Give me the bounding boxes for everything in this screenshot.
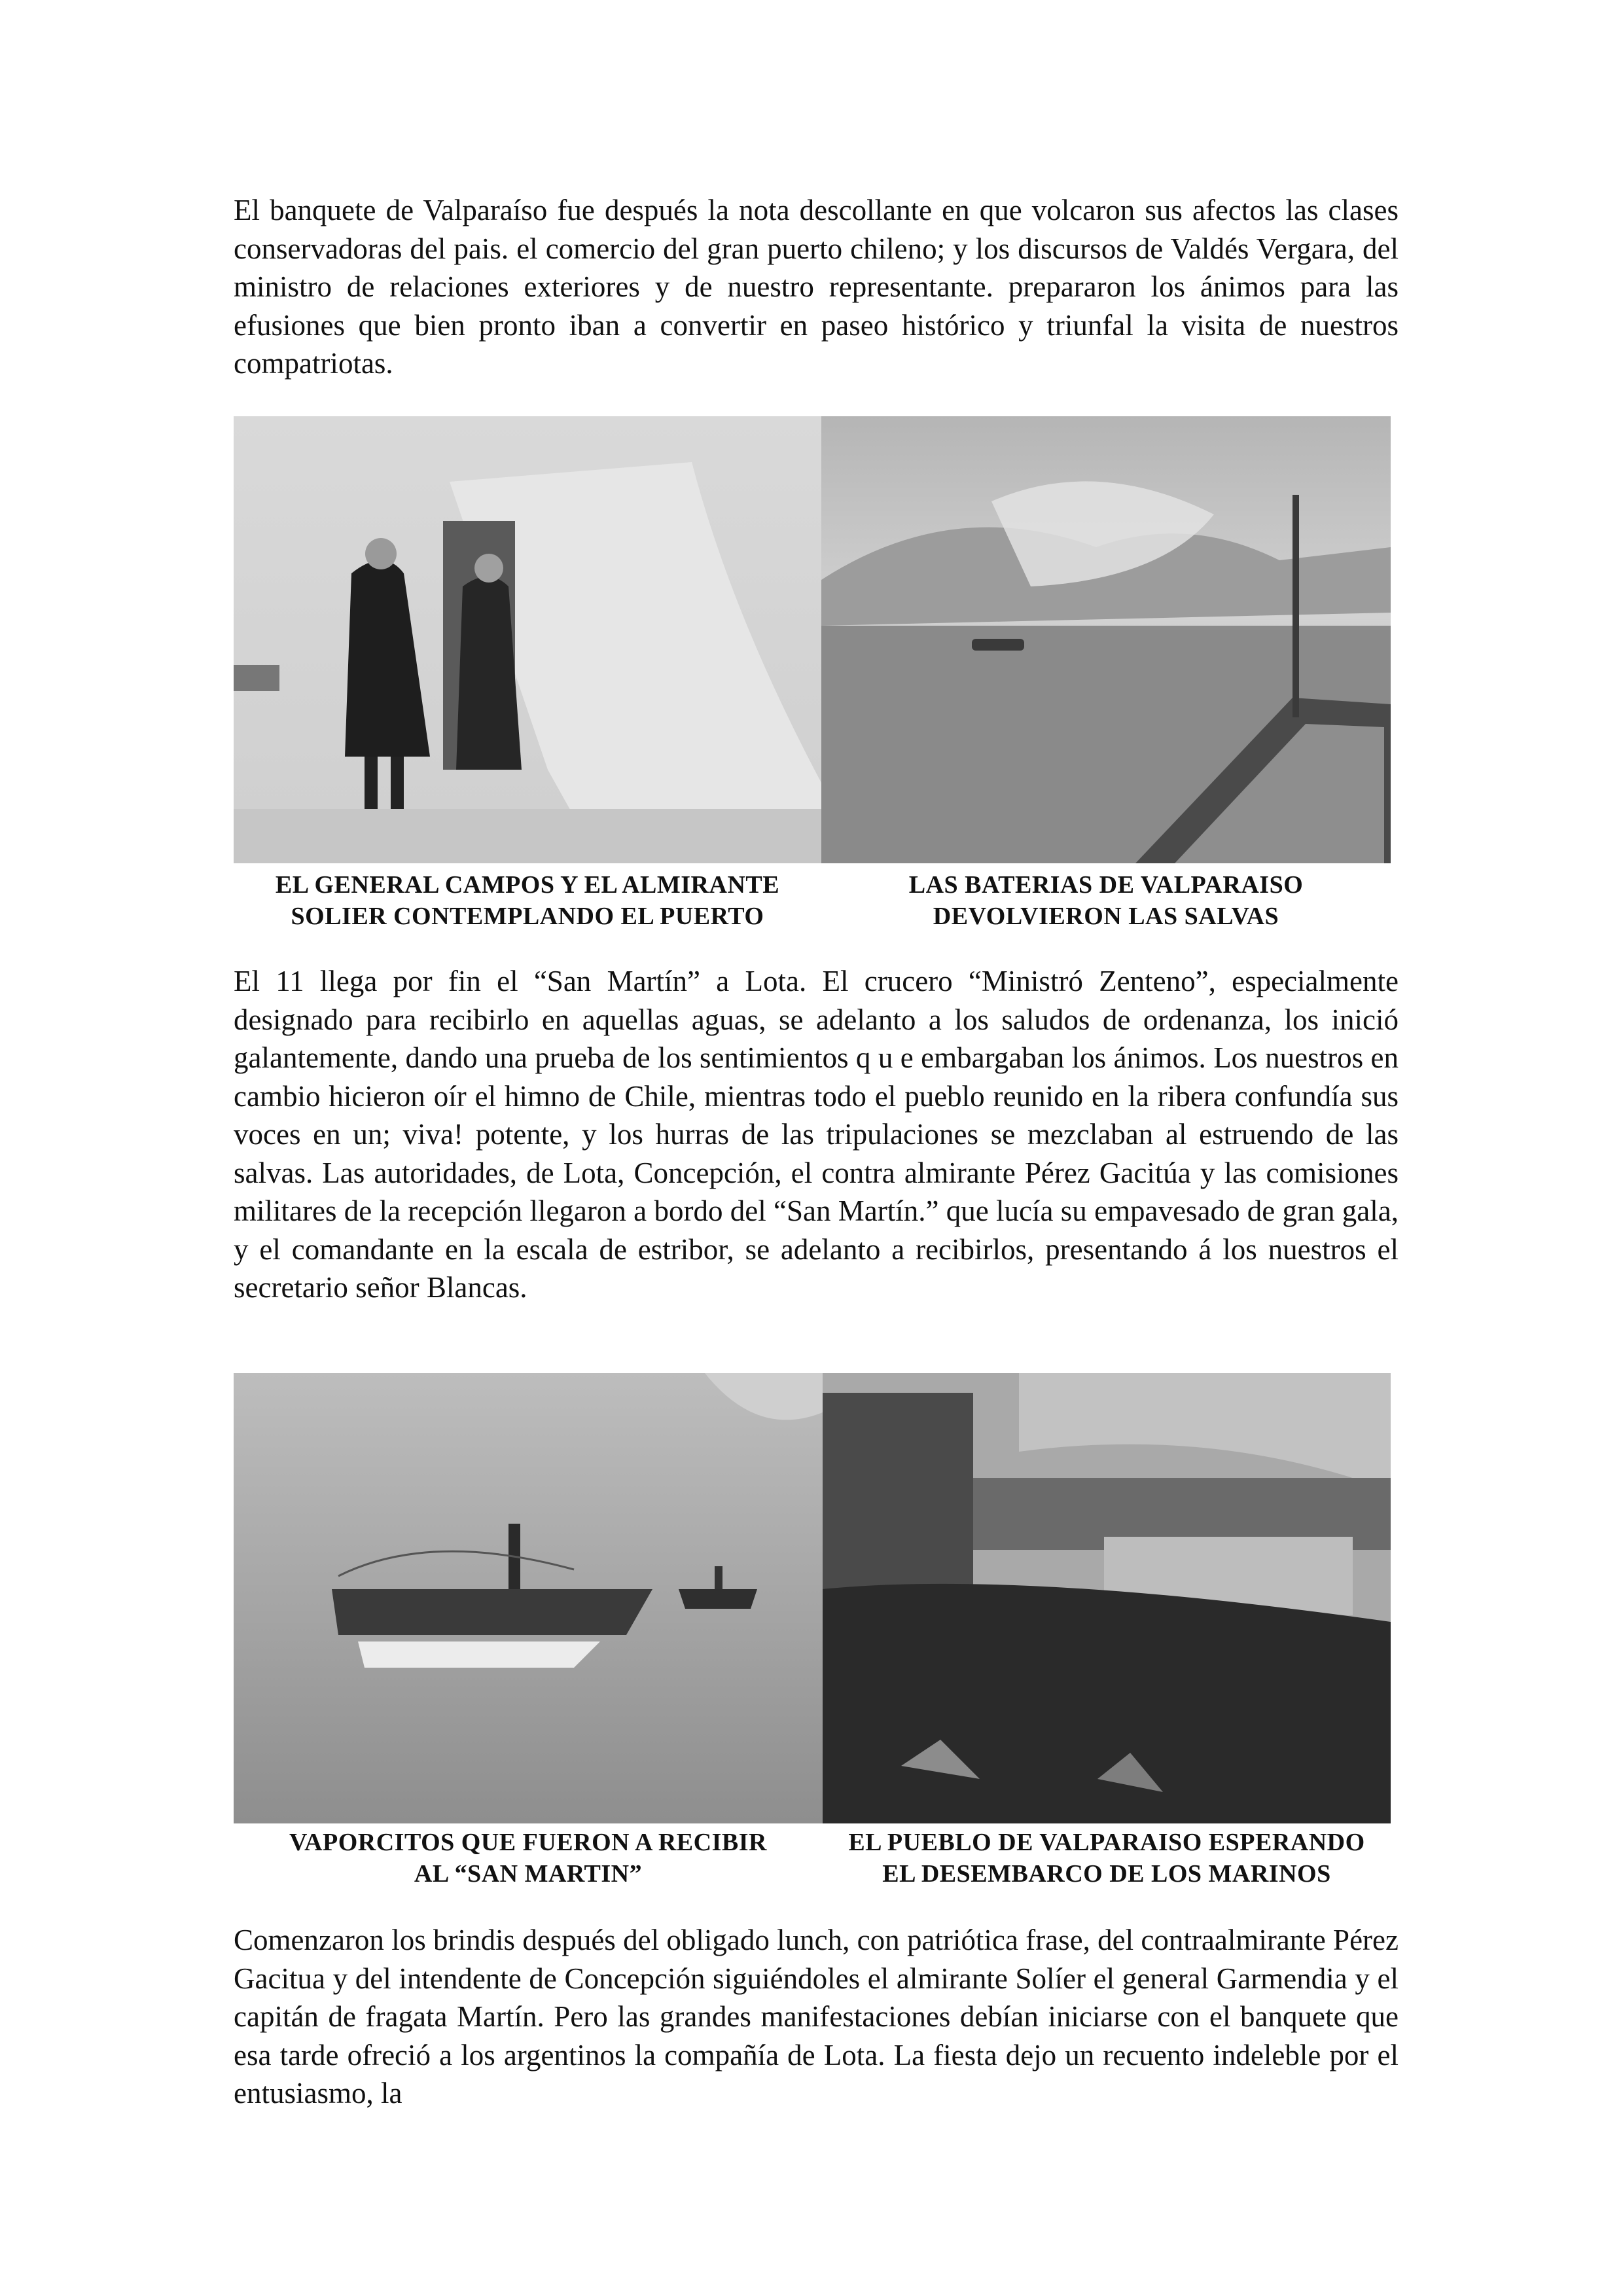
caption-photo-4-line-1: EL PUEBLO DE VALPARAISO ESPERANDO xyxy=(848,1829,1365,1856)
caption-photo-1 xyxy=(234,869,821,932)
caption-photo-3 xyxy=(234,1827,823,1890)
paragraph-san-martin-lota: El 11 llega por fin el “San Martín” a Lota. El crucero “Ministró Zenteno”, especialmente designado para recibirlo en aquellas aguas, se adelanto a los saludos de ordenanza, los inició galantemente, dando una prueba de los sentimientos q u e embargaban los ánimos. Los nuestros en cambio hicieron oír el himno de Chile, mientras todo el pueblo reunido en la ribera confundía sus voces en un; viva! potente, y los hurras de las tripulaciones se mezclaban al estruendo de las salvas. Las autoridades, de Lota, Concepción, el contra almirante Pérez Gacitúa y las comisiones militares de la recepción llegaron a bordo del “San Martín.” que lucía su empavesado de gran gala, y el comandante en la escala de estribor, se adelanto a recibirlos, presentando á los nuestros el secretario señor Blancas. xyxy=(234,965,1399,1304)
photo-pueblo-valparaiso xyxy=(823,1373,1391,1823)
caption-photo-3-line-1: VAPORCITOS QUE FUERON A RECIBIR xyxy=(289,1829,767,1856)
photo-general-campos-almirante xyxy=(234,416,821,863)
caption-photo-4 xyxy=(823,1827,1391,1890)
photo-baterias-valparaiso xyxy=(821,416,1391,863)
caption-photo-4-line-2: EL DESEMBARCO DE LOS MARINOS xyxy=(882,1860,1331,1888)
paragraph-banquete: El banquete de Valparaíso fue después la nota descollante en que volcaron sus afectos las clases conservadoras del pais. el comercio del gran puerto chileno; y los discursos de Valdés Vergara, del ministro de relaciones exteriores y de nuestro representante. prepararon los ánimos para las efusiones que bien pronto iban a convertir en paseo histórico y triunfal la visita de nuestros compatriotas. xyxy=(234,194,1399,380)
paragraph-brindis: Comenzaron los brindis después del obligado lunch, con patriótica frase, del contraalmirante Pérez Gacitua y del intendente de Concepción siguiéndoles el almirante Solíer el general Garmendia y el capitán de fragata Martín. Pero las grandes manifestaciones debían iniciarse con el banquete que esa tarde ofreció a los argentinos la compañía de Lota. La fiesta dejo un recuento indeleble por el entusiasmo, la xyxy=(234,1924,1399,2109)
caption-photo-2-line-2: DEVOLVIERON LAS SALVAS xyxy=(933,903,1279,930)
caption-photo-1-line-2: SOLIER CONTEMPLANDO EL PUERTO xyxy=(291,903,764,930)
caption-photo-1-line-1: EL GENERAL CAMPOS Y EL ALMIRANTE xyxy=(275,871,780,899)
photo-vaporcitos xyxy=(234,1373,823,1823)
caption-photo-2 xyxy=(821,869,1391,932)
caption-photo-2-line-1: LAS BATERIAS DE VALPARAISO xyxy=(908,871,1304,899)
caption-photo-3-line-2: AL “SAN MARTIN” xyxy=(414,1860,643,1888)
